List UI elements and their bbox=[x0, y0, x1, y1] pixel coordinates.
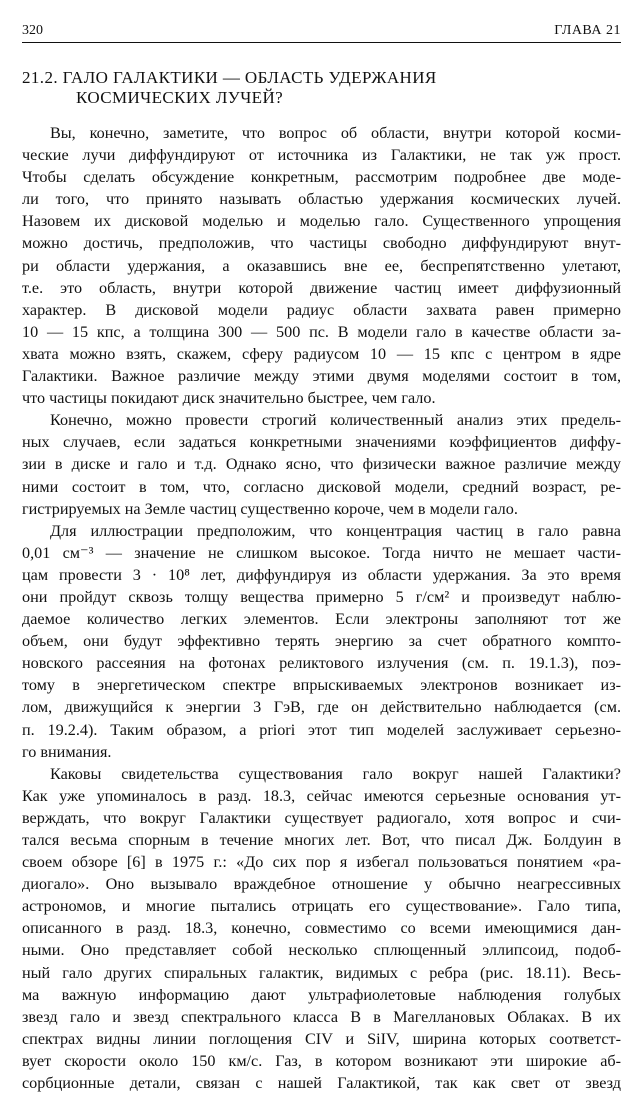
text-line: ными. Оно представляет собой несколько сплющенный эллипсоид, подоб- bbox=[22, 941, 621, 960]
text-line: Чтобы сделать обсуждение конкретным, рассмотрим подробнее две моде- bbox=[22, 168, 621, 187]
text-line: тался весьма спорным в течение многих лет. Вот, что писал Дж. Болдуин в bbox=[22, 831, 621, 849]
text-line: тому в энергетическом спектре впрыскиваемых электронов возникает из- bbox=[22, 676, 621, 695]
text-line: Как уже упоминалось в разд. 18.3, сейчас имеются серьезные основания ут- bbox=[22, 786, 621, 805]
text-line: можно достичь, предположив, что частицы свободно диффундируют внут- bbox=[22, 234, 621, 253]
text-line: хвата можно взять, скажем, сферу радиусом 10 — 15 кпс с центром в ядре bbox=[22, 344, 621, 363]
text-line: п. 19.2.4). Таким образом, a priori этот тип моделей заслуживает серьезно- bbox=[22, 720, 621, 739]
section-title bbox=[22, 68, 621, 108]
text-line: ними состоит в том, что, согласно дисковой модели, средний возраст, ре- bbox=[22, 477, 621, 496]
text-line: гистрируемых на Земле частиц существенно короче, чем в модели гало. bbox=[22, 499, 518, 518]
header-rule bbox=[22, 42, 621, 43]
text-line: 10 — 15 кпс, а толщина 300 — 500 пс. В модели гало в качестве области за- bbox=[22, 322, 621, 341]
text-line: сорбционные детали, связан с нашей Галактикой, так как свет от звезд bbox=[22, 1074, 621, 1093]
text-line: даемое количество легких элементов. Если электроны заполняют тот же bbox=[22, 610, 621, 629]
chapter-label: ГЛАВА 21 bbox=[554, 23, 621, 38]
text-line: новского рассеяния на фотонах реликтового излучения (см. п. 19.1.3), поэ- bbox=[22, 654, 621, 673]
text-line: описанного в разд. 18.3, конечно, совместимо со всеми имеющимися дан- bbox=[22, 919, 621, 938]
section-title-line: КОСМИЧЕСКИХ ЛУЧЕЙ? bbox=[76, 88, 284, 107]
text-line: Каковы свидетельства существования гало вокруг нашей Галактики? bbox=[50, 764, 621, 783]
text-line: Конечно, можно провести строгий количественный анализ этих предель- bbox=[50, 411, 621, 430]
text-line: звезд гало и звезд спектрального класса B в Магеллановых Облаках. В их bbox=[22, 1007, 621, 1026]
text-line: го внимания. bbox=[22, 742, 112, 761]
text-line: ли того, что принято называть областью удержания космических лучей. bbox=[22, 190, 621, 209]
text-line: характер. В дисковой модели радиус области захвата равен примерно bbox=[22, 300, 621, 319]
text-line: верждать, что вокруг Галактики существует радиогало, хотя вопрос и счи- bbox=[22, 808, 621, 827]
section-title-line: 21.2. ГАЛО ГАЛАКТИКИ — ОБЛАСТЬ УДЕРЖАНИЯ bbox=[22, 68, 437, 87]
text-line: астрономов, и многие пытались отрицать его существование». Гало типа, bbox=[22, 897, 621, 916]
text-line: своем обзоре [6] в 1975 г.: «До сих пор я избегал пользоваться понятием «ра- bbox=[22, 853, 621, 872]
body-text bbox=[22, 122, 621, 1094]
text-line: Назовем их дисковой моделью и моделью гало. Существенного упрощения bbox=[22, 212, 621, 231]
text-line: цам провести 3 · 10⁸ лет, диффундируя из области удержания. За это время bbox=[22, 565, 621, 584]
text-line: объем, они будут эффективно терять энергию за счет обратного компто- bbox=[22, 632, 621, 651]
text-line: они пройдут сквозь толщу вещества примерно 5 г/см² и произведут наблю- bbox=[22, 587, 621, 606]
text-line: т.е. это область, внутри которой движение частиц имеет диффузионный bbox=[22, 278, 621, 297]
text-line: 0,01 см⁻³ — значение не слишком высокое. Тогда ничто не мешает части- bbox=[22, 543, 621, 562]
text-line: Вы, конечно, заметите, что вопрос об области, внутри которой косми- bbox=[50, 124, 621, 142]
text-line: лом, движущийся к энергии 3 ГэВ, где он действительно наблюдается (см. bbox=[22, 698, 621, 717]
page-number: 320 bbox=[22, 23, 43, 38]
text-line: ческие лучи диффундируют от источника из Галактики, не так уж прост. bbox=[22, 146, 621, 165]
text-line: зии в диске и гало и т.д. Однако ясно, что физически важное различие между bbox=[22, 455, 621, 474]
text-line: ный гало других спиральных галактик, видимых с ребра (рис. 18.11). Весь- bbox=[22, 963, 621, 982]
text-line: диогало». Оно вызывало враждебное отношение у обычно неагрессивных bbox=[22, 875, 621, 894]
text-line: Для иллюстрации предположим, что концентрация частиц в гало равна bbox=[50, 521, 621, 540]
text-line: Галактики. Важное различие между этими двумя моделями состоит в том, bbox=[22, 367, 621, 386]
text-line: что частицы покидают диск значительно быстрее, чем гало. bbox=[22, 389, 436, 408]
running-head bbox=[22, 22, 621, 42]
text-line: ных случаев, если задаться конкретными значениями коэффициентов диффу- bbox=[22, 433, 621, 452]
text-line: спектрах видны линии поглощения CIV и SiIV, ширина которых соответст- bbox=[22, 1029, 621, 1048]
text-line: ма важную информацию дают ультрафиолетовые наблюдения голубых bbox=[22, 985, 621, 1004]
text-line: ри области удержания, а оказавшись вне ее, беспрепятственно улетают, bbox=[22, 256, 621, 275]
text-line: вует скорости около 150 км/с. Газ, в котором возникают эти широкие аб- bbox=[22, 1051, 621, 1070]
